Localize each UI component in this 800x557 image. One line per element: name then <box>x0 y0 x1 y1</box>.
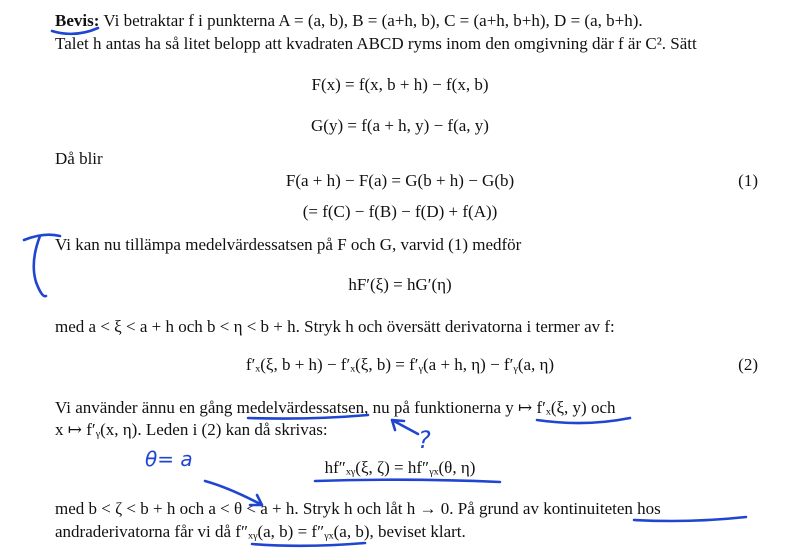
equation-G: G(y) = f(a + h, y) − f(a, y) <box>311 116 489 135</box>
equation-mvt: hF′(ξ) = hG′(η) <box>348 275 452 294</box>
equation-final: hf″ₓᵧ(ξ, ζ) = hf″ᵧₓ(θ, η) <box>324 458 476 477</box>
final-equation-underline <box>315 480 500 482</box>
last-text-2: andraderivatorna får vi då f″ₓᵧ(a, b) = f″ᵧₓ(a, b), beviset klart. <box>55 522 466 541</box>
equation-F: F(x) = f(x, b + h) − f(x, b) <box>311 75 489 94</box>
theta-eq-a-note: θ= a <box>145 447 193 471</box>
med-text: med a < ξ < a + h och b < η < b + h. Stryk h och översätt derivatorna i termer av f: <box>55 317 615 336</box>
proof-text-points: Vi betraktar f i punkterna A = (a, b), B = (a+h, b), C = (a+h, b+h), D = (a, b+h). <box>103 11 643 30</box>
again-text: Vi använder ännu en gång medelvärdessatsen, nu på funktionerna y ↦ f′ₓ(ξ, y) och <box>55 398 616 417</box>
last-text-1: med b < ζ < b + h och a < θ < a + h. Stryk h och låt h → 0. På grund av kontinuiteten hos <box>55 499 661 518</box>
proof-line-2: Talet h antas ha så litet belopp att kvadraten ABCD ryms inom den omgivning där f är C². Sätt <box>55 34 697 53</box>
equation-2-number: (2) <box>738 355 758 374</box>
x-map-text: x ↦ f′ᵧ(x, η). Leden i (2) kan då skrivas: <box>55 420 328 439</box>
equation-1-b: (= f(C) − f(B) − f(D) + f(A)) <box>302 202 498 221</box>
equation-2: f′ₓ(ξ, b + h) − f′ₓ(ξ, b) = f′ᵧ(a + h, η) − f′ᵧ(a, η) <box>245 355 555 374</box>
mvt-text: Vi kan nu tillämpa medelvärdessatsen på F och G, varvid (1) medför <box>55 235 522 254</box>
equation-1-number: (1) <box>738 171 758 190</box>
bevis-label: Bevis: <box>55 11 100 30</box>
arrow-icon <box>392 420 418 434</box>
proof-line-1 <box>55 10 643 32</box>
da-blir-text: Då blir <box>55 149 103 168</box>
result-underline <box>252 543 365 546</box>
question-mark: ? <box>418 426 431 454</box>
equation-1-a: F(a + h) − F(a) = G(b + h) − G(b) <box>285 171 515 190</box>
